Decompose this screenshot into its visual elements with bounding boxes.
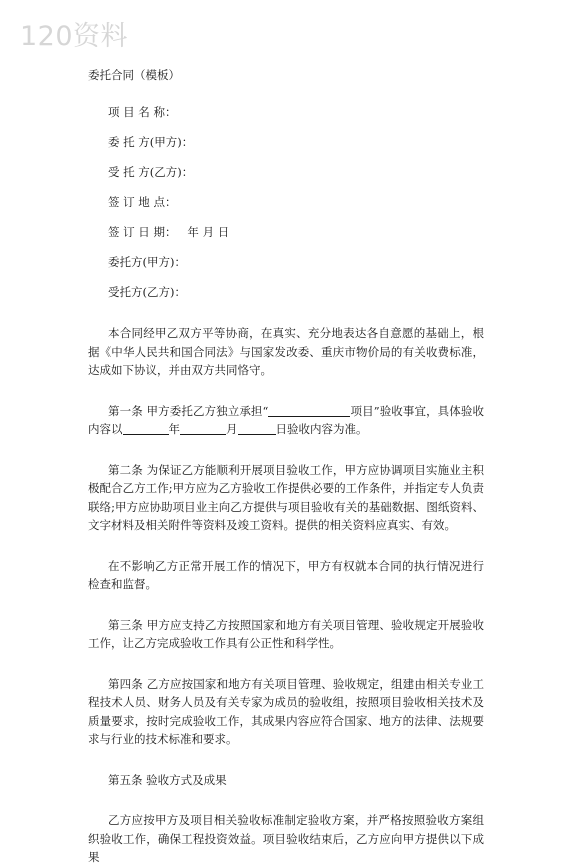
project-blank <box>268 404 350 417</box>
field-sign-place: 签 订 地 点： <box>108 195 177 209</box>
month-blank <box>180 422 226 435</box>
field-contractor: 受 托 方(乙方)： <box>108 165 194 179</box>
day-blank <box>238 422 276 435</box>
year-blank <box>123 422 169 435</box>
field-client-signature: 委托方(甲方)： <box>108 255 186 269</box>
contract-fields <box>108 103 484 313</box>
article-5-paragraph: 乙方应按甲方及项目相关验收标准制定验收方案，并严格按照验收方案组织验收工作，确保工程投资效益。项目验收结束后，乙方应向甲方提供以下成果 <box>88 813 484 864</box>
field-contractor-signature: 受托方(乙方)： <box>108 285 186 299</box>
article-4-paragraph: 第四条 乙方应按国家和地方有关项目管理、验收规定，组建由相关专业工程技术人员、财务人员及有关专家为成员的验收组，按照项目验收相关技术及质量要求，按时完成验收工作，其成果内容应符合国家、地方的法律、法规要求与行业的技术标准和要求。 <box>88 676 484 746</box>
supervision-paragraph: 在不影响乙方正常开展工作的情况下，甲方有权就本合同的执行情况进行检查和监督。 <box>88 558 484 591</box>
preamble-paragraph: 本合同经甲乙双方平等协商，在真实、充分地表达各自意愿的基础上，根据《中华人民共和国合同法》与国家发改委、重庆市物价局的有关收费标准，达成如下协议，并由双方共同恪守。 <box>88 326 484 377</box>
field-client: 委 托 方(甲方)： <box>108 135 194 149</box>
field-sign-date: 签 订 日 期： 年 月 日 <box>108 225 230 239</box>
article-1-paragraph <box>88 402 484 439</box>
article-1-text-b: 项目”验收事宜，具体验收内容以 <box>88 403 484 436</box>
article-1-year: 年 <box>168 422 180 436</box>
article-2-paragraph: 第二条 为保证乙方能顺利开展项目验收工作，甲方应协调项目实施业主积极配合乙方工作;甲方应为乙方验收工作提供必要的工作条件，并指定专人负责联络;甲方应协助项目业主向乙方提供与项目验收有关的基础数据、图纸资料、文字材料及相关附件等资料及竣工资料。提供的相关资料应真实、有效。 <box>88 462 484 532</box>
article-3-paragraph: 第三条 甲方应支持乙方按照国家和地方有关项目管理、验收规定开展验收工作，让乙方完成验收工作具有公正性和科学性。 <box>88 617 484 650</box>
document-title: 委托合同（模板） <box>88 68 180 82</box>
article-1-text-c: 日验收内容为准。 <box>275 422 368 436</box>
field-project-name: 项 目 名 称： <box>108 105 177 119</box>
watermark-logo: 120资料 <box>20 21 129 52</box>
article-1-text-a: 第一条 甲方委托乙方独立承担“ <box>108 403 269 418</box>
article-5-title: 第五条 验收方式及成果 <box>108 772 227 787</box>
article-1-month: 月 <box>226 422 238 436</box>
contract-document <box>88 66 484 867</box>
